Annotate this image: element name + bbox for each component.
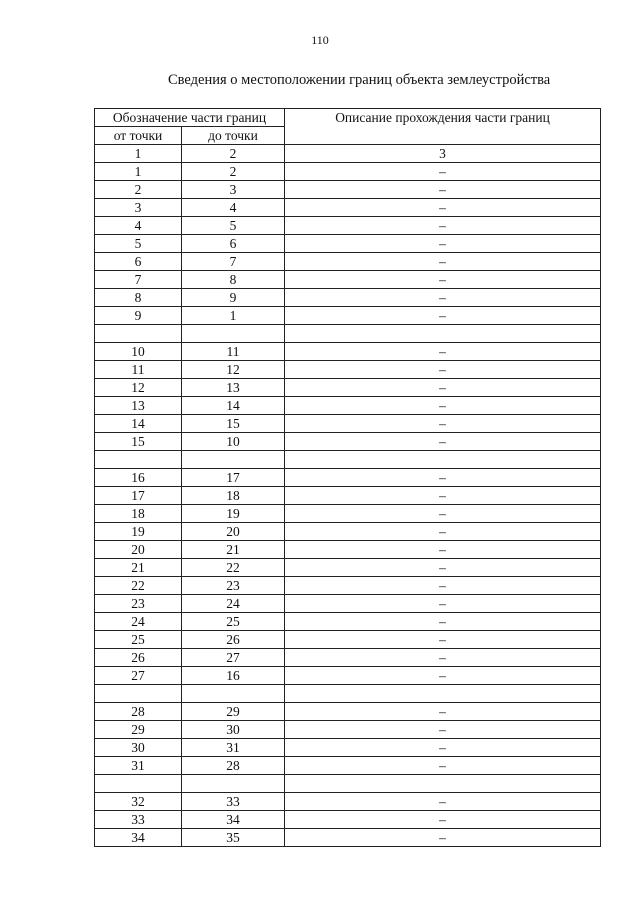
table-row	[95, 343, 601, 361]
cell-from-point: 23	[95, 595, 182, 613]
boundary-table	[94, 108, 601, 847]
cell-from-point: 5	[95, 235, 182, 253]
cell-from-point: 13	[95, 397, 182, 415]
cell-description: 3	[285, 145, 601, 163]
table-row	[95, 271, 601, 289]
cell-to-point: 30	[182, 721, 285, 739]
table-row	[95, 631, 601, 649]
cell-from-point: 26	[95, 649, 182, 667]
cell-description: –	[285, 379, 601, 397]
table-row	[95, 415, 601, 433]
cell-from-point: 8	[95, 289, 182, 307]
table-row	[95, 505, 601, 523]
cell-from-point: 22	[95, 577, 182, 595]
cell-from-point: 16	[95, 469, 182, 487]
cell-from-point	[95, 325, 182, 343]
table-row	[95, 559, 601, 577]
table-row	[95, 649, 601, 667]
cell-to-point: 17	[182, 469, 285, 487]
table-row	[95, 721, 601, 739]
cell-description: –	[285, 235, 601, 253]
cell-from-point: 29	[95, 721, 182, 739]
table-row	[95, 163, 601, 181]
cell-to-point	[182, 685, 285, 703]
table-row	[95, 145, 601, 163]
cell-description: –	[285, 253, 601, 271]
cell-description	[285, 775, 601, 793]
table-row	[95, 757, 601, 775]
table-row	[95, 739, 601, 757]
cell-from-point: 3	[95, 199, 182, 217]
cell-to-point: 25	[182, 613, 285, 631]
table-row	[95, 523, 601, 541]
cell-to-point: 14	[182, 397, 285, 415]
cell-from-point: 18	[95, 505, 182, 523]
cell-from-point: 11	[95, 361, 182, 379]
table-row	[95, 253, 601, 271]
cell-description: –	[285, 811, 601, 829]
cell-from-point	[95, 451, 182, 469]
cell-description: –	[285, 487, 601, 505]
cell-from-point: 14	[95, 415, 182, 433]
table-row	[95, 685, 601, 703]
cell-description: –	[285, 829, 601, 847]
cell-to-point: 11	[182, 343, 285, 361]
cell-description: –	[285, 667, 601, 685]
cell-from-point: 1	[95, 145, 182, 163]
table-row	[95, 325, 601, 343]
cell-from-point: 2	[95, 181, 182, 199]
cell-to-point: 33	[182, 793, 285, 811]
header-boundary-part: Обозначение части границ	[95, 109, 285, 127]
cell-to-point: 3	[182, 181, 285, 199]
cell-to-point: 19	[182, 505, 285, 523]
table-header	[95, 109, 601, 145]
table-row	[95, 775, 601, 793]
table-row	[95, 829, 601, 847]
cell-description: –	[285, 577, 601, 595]
cell-description: –	[285, 793, 601, 811]
cell-description: –	[285, 289, 601, 307]
cell-to-point: 4	[182, 199, 285, 217]
table-row	[95, 307, 601, 325]
cell-to-point: 2	[182, 145, 285, 163]
cell-description: –	[285, 649, 601, 667]
cell-description: –	[285, 595, 601, 613]
table-row	[95, 433, 601, 451]
cell-description: –	[285, 163, 601, 181]
cell-to-point	[182, 325, 285, 343]
cell-description: –	[285, 271, 601, 289]
cell-from-point	[95, 775, 182, 793]
cell-to-point: 23	[182, 577, 285, 595]
cell-from-point: 6	[95, 253, 182, 271]
cell-to-point: 5	[182, 217, 285, 235]
cell-description: –	[285, 541, 601, 559]
cell-to-point: 2	[182, 163, 285, 181]
page-title: Сведения о местоположении границ объекта землеустройства	[168, 72, 551, 88]
header-description: Описание прохождения части границ	[285, 109, 601, 145]
table-row	[95, 487, 601, 505]
table-row	[95, 595, 601, 613]
cell-from-point: 9	[95, 307, 182, 325]
cell-from-point: 31	[95, 757, 182, 775]
cell-from-point: 28	[95, 703, 182, 721]
table-row	[95, 397, 601, 415]
cell-to-point: 9	[182, 289, 285, 307]
table-row	[95, 811, 601, 829]
cell-to-point: 29	[182, 703, 285, 721]
table-row	[95, 469, 601, 487]
table-row	[95, 181, 601, 199]
cell-description: –	[285, 523, 601, 541]
cell-description: –	[285, 199, 601, 217]
cell-from-point: 19	[95, 523, 182, 541]
header-to-point: до точки	[182, 127, 285, 145]
cell-description: –	[285, 397, 601, 415]
cell-from-point: 27	[95, 667, 182, 685]
cell-description: –	[285, 181, 601, 199]
cell-from-point: 1	[95, 163, 182, 181]
cell-from-point: 25	[95, 631, 182, 649]
cell-to-point: 12	[182, 361, 285, 379]
cell-to-point: 27	[182, 649, 285, 667]
table-row	[95, 217, 601, 235]
cell-description: –	[285, 631, 601, 649]
cell-to-point: 34	[182, 811, 285, 829]
table-row	[95, 577, 601, 595]
cell-to-point	[182, 775, 285, 793]
cell-description: –	[285, 739, 601, 757]
table-row	[95, 667, 601, 685]
cell-from-point: 32	[95, 793, 182, 811]
cell-from-point: 15	[95, 433, 182, 451]
cell-description: –	[285, 433, 601, 451]
table-row	[95, 703, 601, 721]
cell-to-point: 20	[182, 523, 285, 541]
cell-description: –	[285, 757, 601, 775]
cell-description: –	[285, 703, 601, 721]
cell-description: –	[285, 307, 601, 325]
header-from-point: от точки	[95, 127, 182, 145]
cell-description: –	[285, 721, 601, 739]
table-row	[95, 379, 601, 397]
cell-to-point: 21	[182, 541, 285, 559]
cell-from-point: 17	[95, 487, 182, 505]
cell-from-point: 12	[95, 379, 182, 397]
page-number: 110	[311, 33, 329, 47]
cell-to-point: 35	[182, 829, 285, 847]
cell-description: –	[285, 469, 601, 487]
cell-to-point: 31	[182, 739, 285, 757]
cell-from-point: 20	[95, 541, 182, 559]
cell-to-point: 1	[182, 307, 285, 325]
cell-from-point: 34	[95, 829, 182, 847]
cell-from-point: 7	[95, 271, 182, 289]
cell-description: –	[285, 415, 601, 433]
cell-description	[285, 451, 601, 469]
cell-to-point: 15	[182, 415, 285, 433]
cell-description: –	[285, 343, 601, 361]
cell-to-point: 8	[182, 271, 285, 289]
cell-to-point: 22	[182, 559, 285, 577]
cell-to-point	[182, 451, 285, 469]
cell-to-point: 28	[182, 757, 285, 775]
cell-to-point: 13	[182, 379, 285, 397]
cell-from-point: 33	[95, 811, 182, 829]
table-row	[95, 613, 601, 631]
cell-to-point: 24	[182, 595, 285, 613]
cell-description: –	[285, 217, 601, 235]
cell-from-point: 24	[95, 613, 182, 631]
cell-from-point: 21	[95, 559, 182, 577]
cell-description: –	[285, 613, 601, 631]
cell-description	[285, 685, 601, 703]
table-row	[95, 361, 601, 379]
table-body	[95, 145, 601, 847]
cell-description	[285, 325, 601, 343]
table-row	[95, 199, 601, 217]
cell-to-point: 16	[182, 667, 285, 685]
cell-to-point: 18	[182, 487, 285, 505]
cell-description: –	[285, 559, 601, 577]
table-row	[95, 793, 601, 811]
cell-to-point: 6	[182, 235, 285, 253]
cell-to-point: 7	[182, 253, 285, 271]
table-row	[95, 235, 601, 253]
table-row	[95, 541, 601, 559]
cell-description: –	[285, 505, 601, 523]
cell-description: –	[285, 361, 601, 379]
cell-from-point: 10	[95, 343, 182, 361]
table-row	[95, 451, 601, 469]
cell-from-point: 4	[95, 217, 182, 235]
table-row	[95, 289, 601, 307]
cell-from-point: 30	[95, 739, 182, 757]
cell-to-point: 26	[182, 631, 285, 649]
cell-from-point	[95, 685, 182, 703]
cell-to-point: 10	[182, 433, 285, 451]
